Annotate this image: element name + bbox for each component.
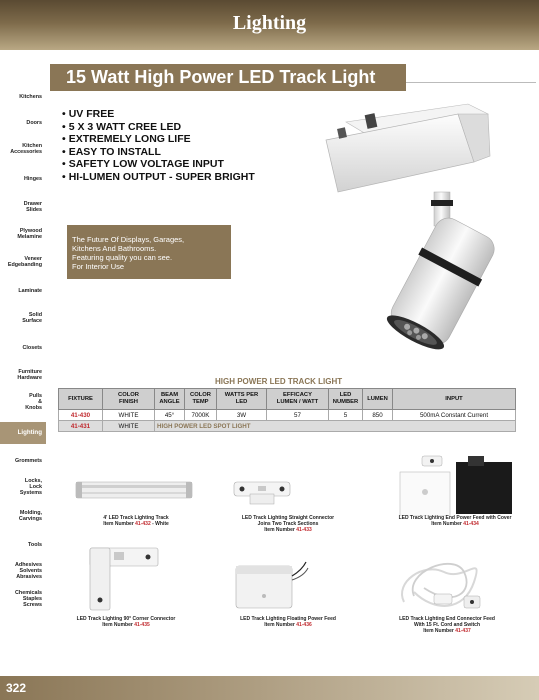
accessory-caption <box>218 616 358 628</box>
accessory-caption <box>380 515 530 527</box>
promo-line: Featuring quality you can see. <box>72 253 173 262</box>
caption-line: LED Track Lighting Straight Connector <box>241 515 335 521</box>
table-cell: 7000K <box>185 410 217 421</box>
track-light-photo <box>318 100 498 366</box>
product-title-bar <box>50 64 406 91</box>
promo-line: For Interior Use <box>72 262 125 271</box>
sidebar-item-solid-surface[interactable]: Solid Surface <box>22 312 42 324</box>
sidebar-item-closets[interactable]: Closets <box>22 345 42 351</box>
caption-text: - White <box>150 521 169 528</box>
item-code: 41-435 <box>134 622 150 629</box>
sidebar-item-drawer-slides[interactable]: Drawer Slides <box>23 201 42 213</box>
table-cell: 850 <box>363 410 393 421</box>
caption-line: 4' LED Track Lighting Track <box>103 515 169 521</box>
section-title: Lighting <box>232 12 307 34</box>
feature-item: • UV FREE <box>62 108 255 121</box>
feature-item: • 5 X 3 WATT CREE LED <box>62 121 255 134</box>
item-code: 41-433 <box>296 527 312 534</box>
feature-item: • EXTREMELY LONG LIFE <box>62 133 255 146</box>
table-cell: HIGH POWER LED SPOT LIGHT <box>155 421 516 432</box>
sidebar-item-doors[interactable]: Doors <box>26 120 42 126</box>
fixture-code: 41-431 <box>59 421 103 432</box>
caption-text: Item Number <box>423 628 456 635</box>
column-header: FIXTURE <box>59 389 103 410</box>
page-number: 322 <box>6 681 27 695</box>
promo-box <box>67 225 231 279</box>
caption-text: Item Number <box>103 521 136 528</box>
column-header: BEAM ANGLE <box>155 389 185 410</box>
corner-connector-image <box>88 544 160 612</box>
sidebar-item-kitchen-accessories[interactable]: Kitchen Accessories <box>10 143 42 155</box>
sidebar-item-plywood-melamine[interactable]: Plywood Melamine <box>17 228 42 240</box>
table-cell: 5 <box>329 410 363 421</box>
caption-line: LED Track Lighting End Connector Feed <box>399 616 495 622</box>
spec-table <box>58 388 516 432</box>
caption-line: Joins Two Track Sections <box>257 521 319 528</box>
accessory-caption <box>218 515 358 534</box>
sidebar-item-veneer-edgebanding[interactable]: Veneer Edgebanding <box>7 256 42 268</box>
table-cell: 500mA Constant Current <box>393 410 516 421</box>
item-code: 41-434 <box>463 521 479 528</box>
caption-text: Item Number <box>264 527 297 534</box>
table-cell: 3W <box>217 410 267 421</box>
fixture-code: 41-430 <box>59 410 103 421</box>
sidebar-item-chemicals[interactable]: Chemicals Staples Screws <box>15 590 42 608</box>
column-header: WATTS PER LED <box>217 389 267 410</box>
sidebar-item-molding-carvings[interactable]: Molding, Carvings <box>18 510 42 522</box>
sidebar-item-hinges[interactable]: Hinges <box>24 176 42 182</box>
column-header: EFFICACY LUMEN / WATT <box>267 389 329 410</box>
caption-line: LED Track Lighting End Power Feed with Cover <box>398 515 512 521</box>
accessory-caption <box>372 616 522 635</box>
floating-power-feed-image <box>230 556 310 612</box>
sidebar-item-furniture-hardware[interactable]: Furniture Hardware <box>17 369 42 381</box>
table-row <box>59 410 516 421</box>
caption-line <box>218 622 358 628</box>
column-header: COLOR FINISH <box>103 389 155 410</box>
sidebar-item-kitchens[interactable]: Kitchens <box>19 94 42 100</box>
table-cell: WHITE <box>103 410 155 421</box>
title-divider <box>406 82 536 83</box>
caption-line: LED Track Lighting Floating Power Feed <box>240 616 336 622</box>
accessory-caption <box>66 515 206 527</box>
item-code: 41-437 <box>455 628 471 635</box>
column-header: COLOR TEMP <box>185 389 217 410</box>
table-row <box>59 421 516 432</box>
footer-band <box>0 676 539 700</box>
feature-item: • EASY TO INSTALL <box>62 146 255 159</box>
promo-line: The Future Of Displays, Garages, <box>72 235 185 244</box>
item-code: 41-436 <box>296 622 312 629</box>
caption-line: With 15 Ft. Cord and Switch <box>413 622 481 629</box>
feature-item: • SAFETY LOW VOLTAGE INPUT <box>62 158 255 171</box>
sidebar-item-locks[interactable]: Locks, Lock Systems <box>19 478 42 496</box>
table-cell: WHITE <box>103 421 155 432</box>
table-cell: 57 <box>267 410 329 421</box>
category-sidebar <box>0 80 46 620</box>
sidebar-item-pulls-knobs[interactable]: Pulls & Knobs <box>25 393 42 411</box>
column-header: INPUT <box>393 389 516 410</box>
table-cell: 45° <box>155 410 185 421</box>
spec-table-title: HIGH POWER LED TRACK LIGHT <box>215 377 343 386</box>
column-header: LUMEN <box>363 389 393 410</box>
caption-line <box>56 622 196 628</box>
caption-text: Item Number <box>102 622 135 629</box>
caption-line <box>66 521 206 527</box>
caption-line <box>218 527 358 533</box>
caption-text: Item Number <box>431 521 464 528</box>
promo-line: Kitchens And Bathrooms. <box>72 244 157 253</box>
sidebar-item-tools[interactable]: Tools <box>28 542 42 548</box>
end-power-feed-image <box>398 452 518 516</box>
end-connector-cord-image <box>394 542 490 614</box>
column-header: LED NUMBER <box>329 389 363 410</box>
straight-connector-image <box>230 476 294 506</box>
sidebar-item-laminate[interactable]: Laminate <box>18 288 42 294</box>
product-title: 15 Watt High Power LED Track Light <box>66 67 376 87</box>
table-header-row <box>59 389 516 410</box>
sidebar-item-lighting[interactable]: Lighting <box>0 422 46 444</box>
caption-line <box>372 628 522 634</box>
feature-list <box>62 108 255 184</box>
track-image <box>74 476 194 504</box>
item-code: 41-432 <box>135 521 151 528</box>
caption-text: Item Number <box>264 622 297 629</box>
accessory-caption <box>56 616 196 628</box>
caption-line <box>380 521 530 527</box>
feature-item: • HI-LUMEN OUTPUT - SUPER BRIGHT <box>62 171 255 184</box>
caption-line: LED Track Lighting 90° Corner Connector <box>76 616 176 622</box>
sidebar-item-adhesives[interactable]: Adhesives Solvents Abrasives <box>15 562 42 580</box>
sidebar-item-grommets[interactable]: Grommets <box>15 458 42 464</box>
